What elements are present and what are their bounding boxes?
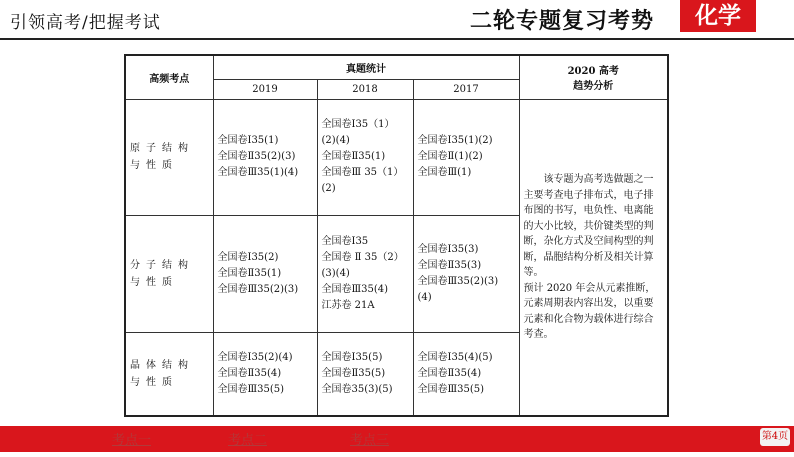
exam-ref-line: 全国卷Ⅰ35(2) [217, 251, 279, 263]
cell-molecular-2017 [413, 215, 519, 332]
exam-ref-line: (3)(4) [321, 267, 350, 279]
exam-ref-line: 全国卷Ⅲ35(2)(3) [417, 275, 499, 287]
exam-ref-line: 江苏卷 21A [321, 299, 375, 311]
analysis-paragraph-2: 预计 2020 年会从元素推断，元素周期表内容出发，以重要元素和化合物为载体进行综合考查。 [523, 282, 656, 340]
exam-ref-line: 全国卷Ⅰ35（1） [321, 119, 395, 130]
exam-stats-table [124, 54, 669, 417]
cell-crystal-2017 [413, 332, 519, 416]
exam-ref-line: 全国卷Ⅱ35(4) [217, 367, 282, 379]
cell-crystal-2019 [213, 332, 317, 416]
exam-ref-line: 全国卷Ⅲ35(2)(3) [217, 283, 299, 295]
topic-atomic: 原子结构与性质 [125, 99, 213, 215]
nav-link-topic-1[interactable]: 考点一 [112, 433, 152, 448]
exam-ref-line: 全国卷Ⅱ35(5) [321, 367, 386, 379]
exam-ref-line: 全国卷Ⅰ35(2)(4) [217, 351, 293, 363]
header-title: 二轮专题复习考势 [470, 8, 655, 34]
cell-atomic-2017 [413, 99, 519, 215]
exam-ref-line: 全国卷Ⅲ35(4) [321, 283, 389, 295]
exam-ref-line: 全国卷Ⅰ35(1) [217, 135, 279, 146]
cell-crystal-2018 [317, 332, 413, 416]
exam-ref-line: 全国卷Ⅰ35 [321, 235, 369, 247]
subject-badge: 化学 [680, 0, 756, 32]
year-2018: 2018 [317, 79, 413, 99]
exam-ref-line: 全国卷Ⅲ35(5) [217, 383, 285, 395]
header-divider [0, 38, 794, 40]
exam-ref-line: (2) [321, 183, 336, 194]
exam-ref-line: 全国卷Ⅲ35(5) [417, 383, 485, 395]
header-topic: 高频考点 [125, 55, 213, 99]
exam-ref-line: 全国卷Ⅱ(1)(2) [417, 151, 483, 162]
cell-molecular-2018 [317, 215, 413, 332]
topic-crystal: 晶体结构与性质 [125, 332, 213, 416]
nav-link-topic-3[interactable]: 考点三 [350, 433, 390, 448]
topic-molecular: 分子结构与性质 [125, 215, 213, 332]
exam-ref-line: 全国卷Ⅱ35(1) [321, 151, 386, 162]
exam-ref-line: 全国卷Ⅰ35(4)(5) [417, 351, 493, 363]
year-2019: 2019 [213, 79, 317, 99]
nav-link-topic-2[interactable]: 考点二 [228, 433, 268, 448]
exam-ref-line: 全国卷Ⅱ35(3) [417, 259, 482, 271]
header-trend-line2: 趋势分析 [573, 81, 614, 93]
analysis-paragraph-1: 该专题为高考选做题之一主要考查电子排布式，电子排布图的书写，电负性、电离能的大小比较，共价键类型的判断，杂化方式及空间构型的判断，晶胞结构分析及相关计算等。 [523, 174, 654, 278]
exam-ref-line: 全国卷Ⅲ(1) [417, 167, 472, 178]
exam-ref-line: 全国卷Ⅰ35(1)(2) [417, 135, 493, 146]
page-number: 第4页 [760, 428, 790, 446]
exam-ref-line: (2)(4) [321, 135, 350, 146]
exam-ref-line: 全国卷Ⅲ 35（1） [321, 167, 404, 178]
exam-ref-line: 全国卷Ⅱ35(2)(3) [217, 151, 296, 162]
exam-ref-line: 全国卷Ⅱ35(4) [417, 367, 482, 379]
header-trend-line1: 2020 高考 [567, 66, 619, 78]
cell-atomic-2019 [213, 99, 317, 215]
header-stats: 真题统计 [213, 55, 519, 79]
exam-ref-line: 全国卷35(3)(5) [321, 383, 393, 395]
exam-ref-line: 全国卷 Ⅱ 35（2） [321, 251, 404, 263]
exam-ref-line: 全国卷Ⅰ35(3) [417, 243, 479, 255]
cell-atomic-2018 [317, 99, 413, 215]
header-trend [519, 55, 668, 99]
exam-ref-line: 全国卷Ⅲ35(1)(4) [217, 167, 299, 178]
header-bar [0, 0, 794, 44]
header-subtitle: 引领高考/把握考试 [10, 13, 161, 33]
year-2017: 2017 [413, 79, 519, 99]
trend-analysis [519, 99, 668, 416]
exam-ref-line: 全国卷Ⅰ35(5) [321, 351, 383, 363]
exam-ref-line: 全国卷Ⅱ35(1) [217, 267, 282, 279]
cell-molecular-2019 [213, 215, 317, 332]
exam-ref-line: (4) [417, 291, 432, 303]
